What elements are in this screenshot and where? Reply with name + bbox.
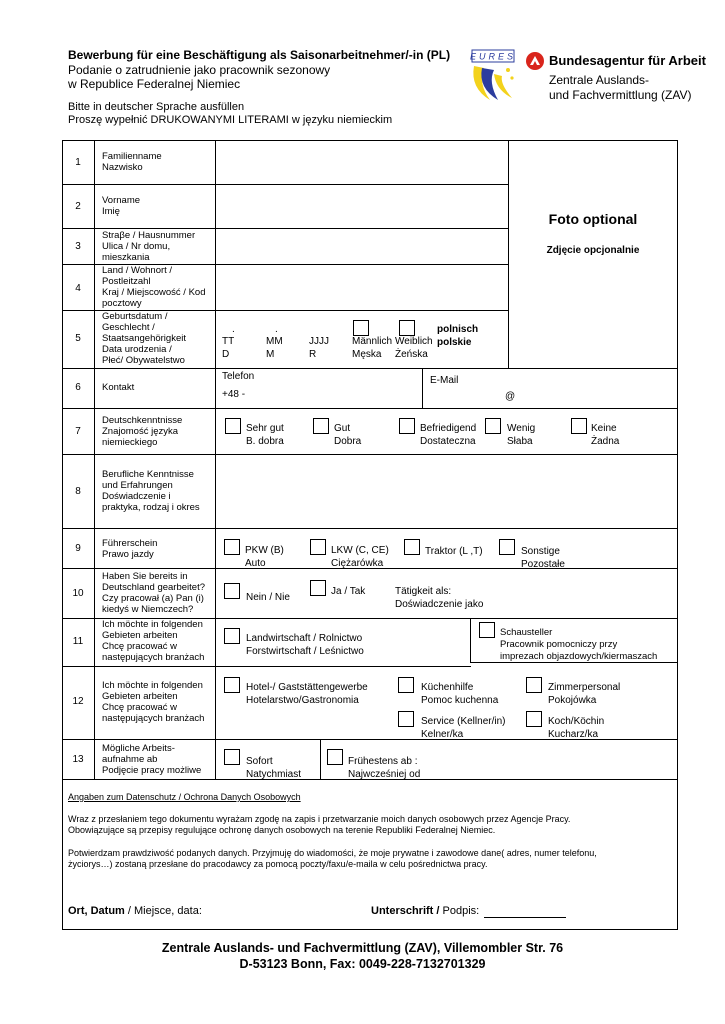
privacy-text-2a: Potwierdzam prawdziwość podanych danych. Przyjmuję do wiadomości, że moje prywatne i zawodowe dane( adres, numer telefonu, [68,848,597,858]
label-gebiete-12: Ich möchte in folgenden Gebieten arbeiten Chcę pracować w następujących branżach [102,680,205,724]
checkbox-zimmerpersonal[interactable] [526,677,542,693]
familienname-input[interactable] [216,141,508,184]
row-number: 1 [75,157,81,168]
label-traktor: Traktor (L ,T) [425,546,483,557]
instruction-de: Bitte in deutscher Sprache ausfüllen [68,101,245,113]
privacy-title: Angaben zum Datenschutz / Ochrona Danych Osobowych [68,792,301,802]
checkbox-befriedigend[interactable] [399,418,415,434]
label-sonstige: Sonstige Pozostałe [521,546,565,570]
strasse-input[interactable] [216,229,508,264]
label-hotel: Hotel-/ Gaststättengewerbe Hotelarstwo/Gastronomia [246,682,368,706]
ba-sub-1: Zentrale Auslands- [549,73,650,87]
wohnort-input[interactable] [216,265,508,310]
label-landwirtschaft: Landwirtschaft / Rolnictwo Forstwirtschaft / Leśnictwo [246,633,364,657]
eures-logo [468,48,518,104]
photo-subtitle: Zdjęcie opcjonalnie [546,245,640,256]
row-number: 6 [75,382,81,393]
form-subtitle-2: w Republice Federalnej Niemiec [68,77,241,91]
label-schausteller: Schausteller Pracownik pomocniczy przy imprezach objazdowych/kiermaszach [500,627,658,662]
unterschrift-label: Unterschrift / Podpis: [371,905,480,917]
form-subtitle-1: Podanie o zatrudnienie jako pracownik sezonowy [68,63,331,77]
ba-name: Bundesagentur für Arbeit [549,53,706,68]
label-wenig: Wenig Słaba [507,423,536,447]
checkbox-traktor[interactable] [404,539,420,555]
row-number: 12 [72,696,84,707]
row-number: 9 [75,543,81,554]
label-geburtsdatum: Geburtsdatum / Geschlecht / Staatsangehörigkeit Data urodzenia / Płeć/ Obywatelstwo [102,311,186,366]
date-year-label[interactable]: JJJJ R [309,336,329,360]
label-vorname: Vorname Imię [102,195,141,217]
label-sehr-gut: Sehr gut B. dobra [246,423,284,447]
eures-logo-text: EURES [469,51,517,62]
label-pkw: PKW (B) Auto [245,545,284,569]
label-gearbeitet: Haben Sie bereits in Deutschland gearbeitet? Czy pracował (a) Pan (i) kiedyś w Niemczech? [102,571,205,615]
label-kontakt: Kontakt [102,382,135,393]
label-lkw: LKW (C, CE) Ciężarówka [331,545,389,569]
privacy-text-2b: życiorys…) zostaną przesłane do pracodawcy za pomocą poczty/faxu/e-maila w celu pośrednictwa pracy. [68,859,488,869]
checkbox-nein[interactable] [224,583,240,599]
label-keine: Keine Żadna [591,423,620,447]
checkbox-lkw[interactable] [310,539,326,555]
row-number: 11 [72,636,84,647]
row-number: 8 [75,486,81,497]
form-title: Bewerbung für eine Beschäftigung als Saisonarbeitnehmer/-in (PL) [68,48,451,62]
ba-sub-2: und Fachvermittlung (ZAV) [549,88,692,102]
privacy-text-1a: Wraz z przesłaniem tego dokumentu wyrażam zgodę na zapis i przetwarzanie moich danych osobowych przez Agencje Pracy. [68,814,571,824]
checkbox-gut[interactable] [313,418,329,434]
label-gebiete-11: Ich möchte in folgenden Gebieten arbeiten Chcę pracować w następujących branżach [102,619,205,663]
checkbox-keine[interactable] [571,418,587,434]
label-sofort: Sofort Natychmiast [246,756,302,780]
label-kuechenhilfe: Küchenhilfe Pomoc kuchenna [421,682,499,706]
label-befriedigend: Befriedigend Dostateczna [420,423,477,447]
date-dot-2: . [275,324,278,335]
checkbox-wenig[interactable] [485,418,501,434]
label-nationality: polnisch polskie [437,324,479,348]
label-nein: Nein / Nie [246,592,290,603]
date-month-label[interactable]: MM M [266,336,283,360]
photo-title: Foto optional [548,211,638,227]
label-koch: Koch/Köchin Kucharz/ka [548,716,605,740]
checkbox-maennlich[interactable] [353,320,369,336]
label-fruehestens: Frühestens ab : Najwcześniej od [348,756,421,780]
footer-address-1: Zentrale Auslands- und Fachvermittlung (ZAV), Villemombler Str. 76 [161,941,564,955]
checkbox-sehr-gut[interactable] [225,418,241,434]
label-ja: Ja / Tak [331,586,366,597]
checkbox-schausteller[interactable] [479,622,495,638]
row-number: 2 [75,201,81,212]
checkbox-hotel[interactable] [224,677,240,693]
row-number: 4 [75,283,81,294]
telefon-input[interactable]: +48 - [222,389,246,400]
row-number: 5 [75,333,81,344]
checkbox-pkw[interactable] [224,539,240,555]
label-berufliche-kenntnisse: Berufliche Kenntnisse und Erfahrungen Doświadczenie i praktyka, rodzaj i okres [102,469,200,513]
berufliche-kenntnisse-input[interactable] [216,455,677,528]
label-gut: Gut Dobra [334,423,362,447]
label-fuehrerschein: Führerschein Prawo jazdy [102,538,158,560]
label-maennlich: Männlich Męska [352,336,393,360]
label-strasse: Straβe / Hausnummer Ulica / Nr domu, mieszkania [102,230,196,263]
checkbox-sofort[interactable] [224,749,240,765]
row-number: 13 [72,754,84,765]
checkbox-kuechenhilfe[interactable] [398,677,414,693]
checkbox-fruehestens[interactable] [327,749,343,765]
label-deutschkenntnisse: Deutschkenntnisse Znajomość języka niemieckiego [102,415,183,448]
label-zimmerpersonal: Zimmerpersonal Pokojówka [548,682,621,706]
checkbox-landwirtschaft[interactable] [224,628,240,644]
signature-line[interactable] [484,904,566,918]
ort-datum-input[interactable] [210,904,360,918]
date-dot-1: . [232,324,235,335]
row-number: 3 [75,241,81,252]
instruction-pl: Proszę wypełnić DRUKOWANYMI LITERAMI w języku niemieckim [68,114,393,126]
row-number: 7 [75,426,81,437]
vorname-input[interactable] [216,185,508,228]
checkbox-weiblich[interactable] [399,320,415,336]
checkbox-ja[interactable] [310,580,326,596]
label-weiblich: Weiblich Żeńska [395,336,433,360]
row-number: 10 [72,588,84,599]
ba-logo-icon [526,52,544,70]
email-input[interactable]: @ [505,391,516,402]
label-arbeitsaufnahme: Mögliche Arbeits- aufnahme ab Podjęcie pracy możliwe [102,743,202,776]
checkbox-service[interactable] [398,711,414,727]
label-taetigkeit: Tätigkeit als: Doświadczenie jako [395,586,484,610]
label-service: Service (Kellner/in) Kelner/ka [421,716,506,740]
privacy-text-1b: Obowiązujące są przepisy regulujące ochronę danych osobowych na terenie Republiki Federalnej Niemiec. [68,825,496,835]
checkbox-sonstige[interactable] [499,539,515,555]
ort-datum-label: Ort, Datum / Miejsce, data: [68,905,202,917]
date-day-label[interactable]: TT D [222,336,235,360]
checkbox-koch[interactable] [526,711,542,727]
label-familienname: Familienname Nazwisko [102,151,162,173]
label-telefon: Telefon [222,371,255,382]
label-wohnort: Land / Wohnort / Postleitzahl Kraj / Miejscowość / Kod pocztowy [102,265,206,309]
label-email: E-Mail [430,375,459,386]
footer-address-2: D-53123 Bonn, Fax: 0049-228-7132701329 [239,957,486,971]
